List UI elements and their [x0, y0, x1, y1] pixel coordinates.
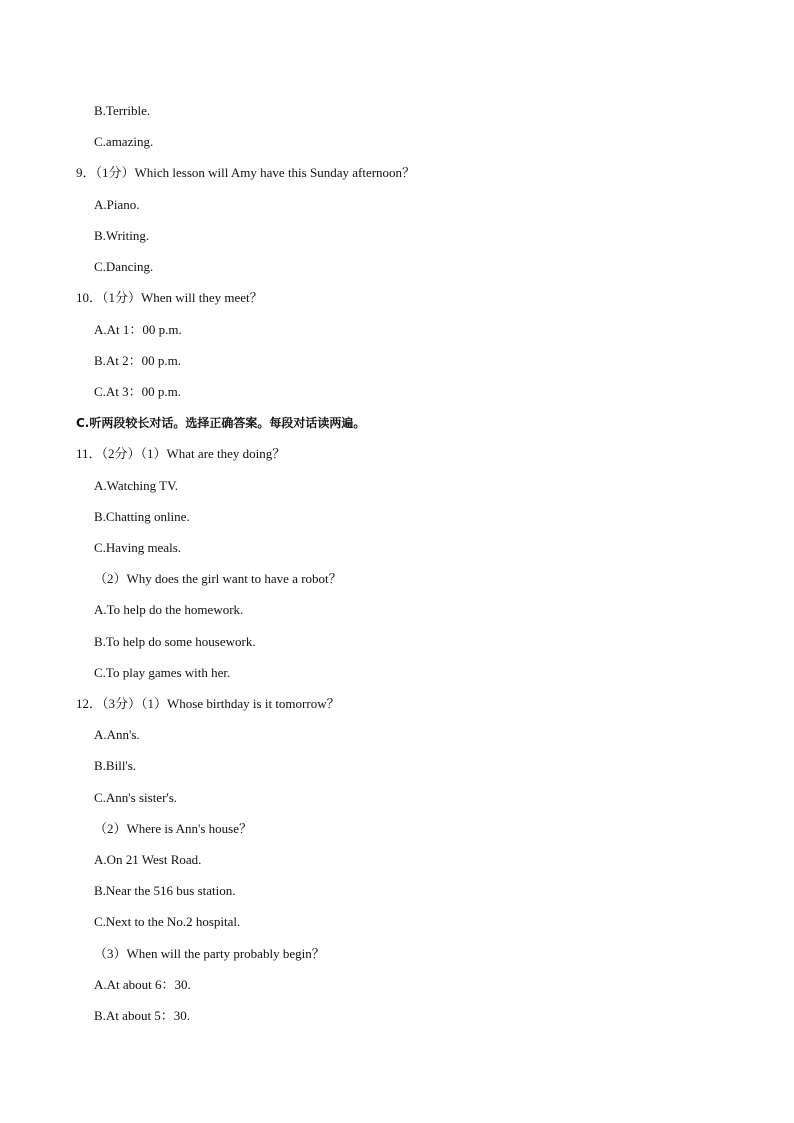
option-11-1a: A.Watching TV.	[94, 478, 179, 493]
option-8c: C.amazing.	[94, 134, 154, 149]
option-8b: B.Terrible.	[94, 103, 151, 118]
option-10c: C.At 3：00 p.m.	[94, 384, 182, 399]
option-11-1c: C.Having meals.	[94, 540, 182, 555]
option-11-2a: A.To help do the homework.	[94, 602, 244, 617]
question-11: 11．（2分）（1）What are they doing？	[76, 446, 286, 461]
option-9a: A.Piano.	[94, 197, 140, 212]
option-12-1b: B.Bill's.	[94, 758, 137, 773]
option-11-2b: B.To help do some housework.	[94, 634, 256, 649]
option-11-2c: C.To play games with her.	[94, 665, 231, 680]
question-10: 10．（1分）When will they meet？	[76, 290, 263, 305]
option-12-2b: B.Near the 516 bus station.	[94, 883, 236, 898]
option-10a: A.At 1：00 p.m.	[94, 322, 182, 337]
option-12-1a: A.Ann's.	[94, 727, 140, 742]
question-9: 9．（1分）Which lesson will Amy have this Sunday afternoon？	[76, 165, 416, 180]
option-10b: B.At 2：00 p.m.	[94, 353, 182, 368]
subquestion-11-2: （2）Why does the girl want to have a robot？	[94, 571, 342, 586]
subquestion-12-3: （3）When will the party probably begin？	[94, 946, 325, 961]
question-12: 12．（3分）（1）Whose birthday is it tomorrow？	[76, 696, 340, 711]
option-12-3a: A.At about 6：30.	[94, 977, 191, 992]
option-12-1c: C.Ann's sister's.	[94, 790, 178, 805]
option-12-3b: B.At about 5：30.	[94, 1008, 191, 1023]
option-11-1b: B.Chatting online.	[94, 509, 190, 524]
option-12-2a: A.On 21 West Road.	[94, 852, 202, 867]
option-9b: B.Writing.	[94, 228, 150, 243]
option-12-2c: C.Next to the No.2 hospital.	[94, 914, 241, 929]
section-heading-c: C.听两段较长对话。选择正确答案。每段对话读两遍。	[76, 416, 366, 430]
subquestion-12-2: （2）Where is Ann's house？	[94, 821, 252, 836]
option-9c: C.Dancing.	[94, 259, 154, 274]
